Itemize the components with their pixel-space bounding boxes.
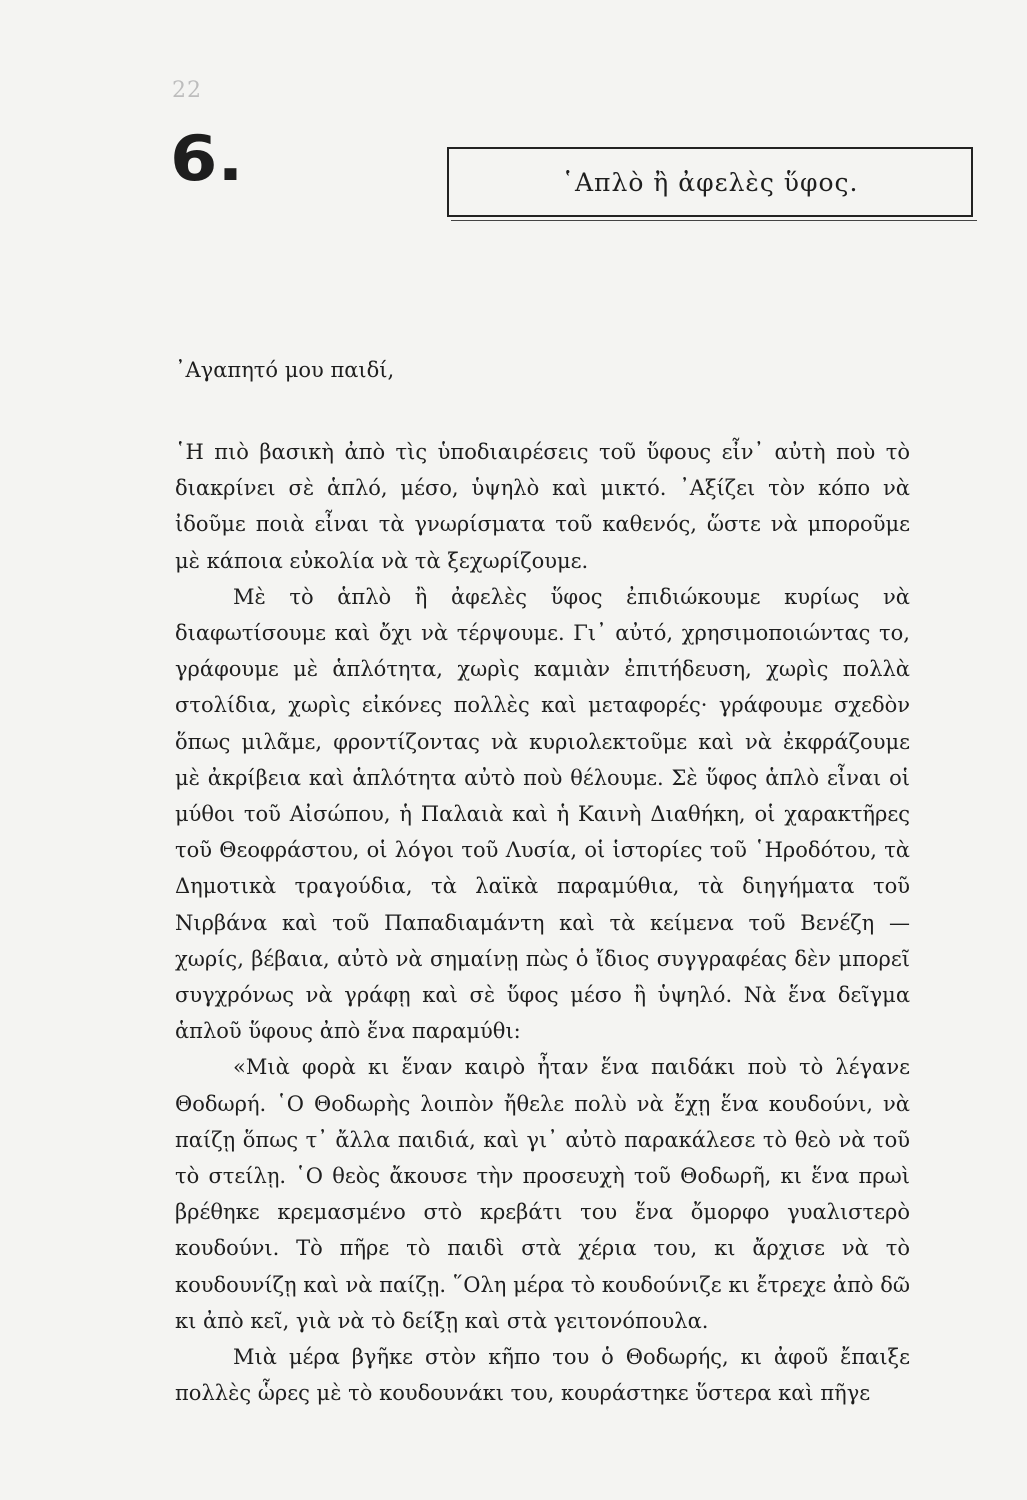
chapter-number: 6. <box>170 122 244 195</box>
page-number: 22 <box>172 78 202 103</box>
chapter-title-box <box>447 147 973 217</box>
paragraph: «Μιὰ φορὰ κι ἕναν καιρὸ ἦταν ἕνα παιδάκι ποὺ τὸ λέγανε Θοδωρή. ῾Ο Θοδωρὴς λοιπὸν ἤθελε πολὺ νὰ ἔχῃ ἕνα κουδούνι, νὰ παίζῃ ὅπως τ᾿ ἄλλα παιδιά, καὶ γι᾿ αὐτὸ παρακάλεσε τὸ θεὸ νὰ τοῦ τὸ στείλῃ. ῾Ο θεὸς ἄκουσε τὴν προσευχὴ τοῦ Θοδωρῆ, κι ἕνα πρωὶ βρέθηκε κρεμασμένο στὸ κρεβάτι του ἕνα ὄμορφο γυαλιστερὸ κουδούνι. Τὸ πῆρε τὸ παιδὶ στὰ χέρια του, κι ἄρχισε νὰ τὸ κουδουνίζῃ καὶ νὰ παίζῃ. ῞Ολη μέρα τὸ κουδούνιζε κι ἔτρεχε ἀπὸ δῶ κι ἀπὸ κεῖ, γιὰ νὰ τὸ δείξῃ καὶ στὰ γειτονόπουλα. <box>175 1055 910 1333</box>
chapter-title: ῾Απλὸ ἢ ἀφελὲς ὕφος. <box>561 167 859 197</box>
paragraph: Μὲ τὸ ἁπλὸ ἢ ἀφελὲς ὕφος ἐπιδιώκουμε κυρίως νὰ διαφωτίσουμε καὶ ὄχι νὰ τέρψουμε. Γι᾿ αὐτό, χρησιμοποιώντας το, γράφουμε μὲ ἁπλότητα, χωρὶς καμιὰν ἐπιτήδευση, χωρὶς πολλὰ στολίδια, χωρὶς εἰκόνες πολλὲς καὶ μεταφορές· γράφουμε σχεδὸν ὅπως μιλᾶμε, φροντίζοντας νὰ κυριολεκτοῦμε καὶ νὰ ἐκφράζουμε μὲ ἀκρίβεια καὶ ἁπλότητα αὐτὸ ποὺ θέλουμε. Σὲ ὕφος ἁπλὸ εἶναι οἱ μύθοι τοῦ Αἰσώπου, ἡ Παλαιὰ καὶ ἡ Καινὴ Διαθήκη, οἱ χαρακτῆρες τοῦ Θεοφράστου, οἱ λόγοι τοῦ Λυσία, οἱ ἱστορίες τοῦ ῾Ηροδότου, τὰ Δημοτικὰ τραγούδια, τὰ λαϊκὰ παραμύθια, τὰ διηγήματα τοῦ Νιρβάνα καὶ τοῦ Παπαδιαμάντη καὶ τὰ κείμενα τοῦ Βενέζη — χωρίς, βέβαια, αὐτὸ νὰ σημαίνῃ πὼς ὁ ἴδιος συγγραφέας δὲν μπορεῖ συγχρόνως νὰ γράφῃ καὶ σὲ ὕφος μέσο ἢ ὑψηλό. Νὰ ἕνα δεῖγμα ἁπλοῦ ὕφους ἀπὸ ἕνα παραμύθι: <box>175 584 910 1044</box>
paragraph: Μιὰ μέρα βγῆκε στὸν κῆπο του ὁ Θοδωρής, κι ἀφοῦ ἔπαιξε πολλὲς ὧρες μὲ τὸ κουδουνάκι του, κουράστηκε ὕστερα καὶ πῆγε <box>175 1345 910 1406</box>
paragraph: ῾Η πιὸ βασικὴ ἀπὸ τὶς ὑποδιαιρέσεις τοῦ ὕφους εἶν᾿ αὐτὴ ποὺ τὸ διακρίνει σὲ ἁπλό, μέσο, ὑψηλὸ καὶ μικτό. ᾿Αξίζει τὸν κόπο νὰ ἰδοῦμε ποιὰ εἶναι τὰ γνωρίσματα τοῦ καθενός, ὥστε νὰ μποροῦμε μὲ κάποια εὐκολία νὰ τὰ ξεχωρίζουμε. <box>175 440 910 573</box>
body-text <box>175 434 910 1411</box>
salutation: ᾿Αγαπητό μου παιδί, <box>175 358 395 382</box>
